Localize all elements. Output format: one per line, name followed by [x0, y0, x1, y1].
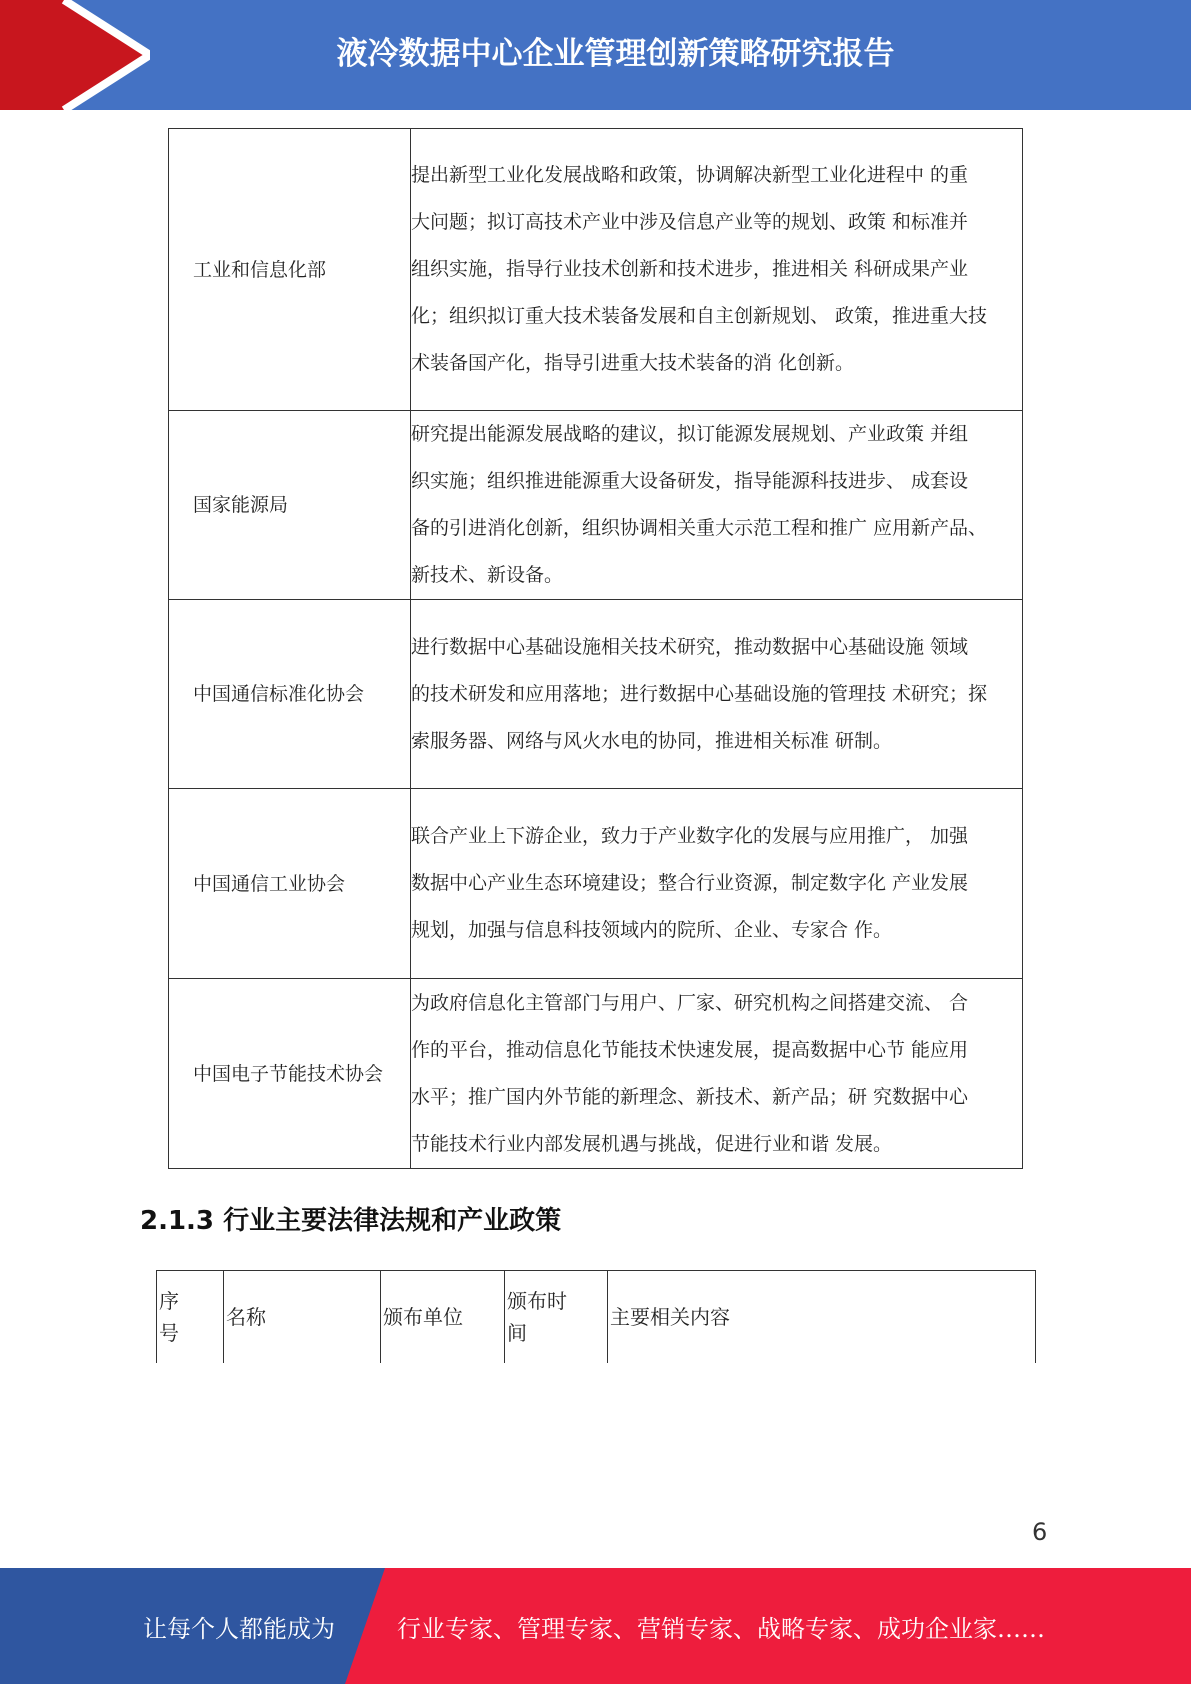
report-title: 液冷数据中心企业管理创新策略研究报告: [336, 35, 895, 72]
footer-slogan-left: 让每个人都能成为: [143, 1614, 335, 1643]
table-row: [169, 789, 1023, 979]
table-row: [169, 129, 1023, 411]
description-line: 进行数据中心基础设施相关技术研究，推动数据中心基础设施 领域: [411, 635, 969, 658]
description-line: 节能技术行业内部发展机遇与挑战，促进行业和谐 发展。: [411, 1132, 893, 1155]
laws-policies-table: [156, 1270, 1036, 1363]
description-line: 联合产业上下游企业，致力于产业数字化的发展与应用推广， 加强: [411, 825, 969, 847]
description-line: 作的平台，推动信息化节能技术快速发展，提高数据中心节 能应用: [411, 1038, 969, 1061]
description-line: 织实施；组织推进能源重大设备研发，指导能源科技进步、 成套设: [411, 470, 969, 492]
description-line: 规划，加强与信息科技领域内的院所、企业、专家合 作。: [411, 919, 893, 941]
org-name-cell: 中国通信工业协会: [169, 789, 411, 979]
header-cell-index: 序号: [157, 1271, 224, 1364]
description-line: 研究提出能源发展战略的建议，拟订能源发展规划、产业政策 并组: [411, 423, 969, 445]
red-chevron-decoration: [0, 0, 150, 110]
org-description-cell: [411, 789, 1023, 979]
page-footer-banner: [0, 1568, 1191, 1684]
org-description-cell: [411, 979, 1023, 1169]
description-line: 水平；推广国内外节能的新理念、新技术、新产品；研 究数据中心: [411, 1085, 969, 1108]
description-line: 化；组织拟订重大技术装备发展和自主创新规划、 政策，推进重大技: [411, 305, 988, 327]
header-cell-content: 主要相关内容: [608, 1271, 1036, 1364]
header-cell-name: 名称: [224, 1271, 381, 1364]
description-line: 提出新型工业化发展战略和政策，协调解决新型工业化进程中 的重: [411, 164, 969, 186]
org-name-cell: 中国通信标准化协会: [169, 600, 411, 789]
description-line: 大问题；拟订高技术产业中涉及信息产业等的规划、政策 和标准并: [411, 211, 969, 233]
section-heading: 2.1.3 行业主要法律法规和产业政策: [140, 1206, 562, 1236]
org-name-cell: 中国电子节能技术协会: [169, 979, 411, 1169]
description-line: 组织实施，指导行业技术创新和技术进步，推进相关 科研成果产业: [411, 258, 969, 280]
page-header-banner: [0, 0, 1191, 110]
description-line: 新技术、新设备。: [411, 564, 564, 586]
table-header-row: [157, 1271, 1036, 1364]
table-row: [169, 411, 1023, 600]
description-line: 数据中心产业生态环境建设；整合行业资源，制定数字化 产业发展: [411, 872, 969, 894]
table-row: [169, 979, 1023, 1169]
description-line: 的技术研发和应用落地；进行数据中心基础设施的管理技 术研究；探: [411, 682, 988, 705]
description-line: 为政府信息化主管部门与用户、厂家、研究机构之间搭建交流、 合: [411, 991, 969, 1014]
header-cell-date: 颁布时间: [505, 1271, 608, 1364]
description-line: 术装备国产化，指导引进重大技术装备的消 化创新。: [411, 352, 855, 374]
page-number: 6: [1032, 1518, 1048, 1546]
org-description-cell: [411, 600, 1023, 789]
org-description-cell: [411, 129, 1023, 411]
description-line: 索服务器、网络与风火水电的协同，推进相关标准 研制。: [411, 729, 893, 752]
description-line: 备的引进消化创新，组织协调相关重大示范工程和推广 应用新产品、: [411, 517, 988, 539]
header-cell-issuer: 颁布单位: [381, 1271, 505, 1364]
table-row: [169, 600, 1023, 789]
org-name-cell: 工业和信息化部: [169, 129, 411, 411]
regulatory-bodies-table: [168, 128, 1023, 1169]
footer-slogan-right: 行业专家、管理专家、营销专家、战略专家、成功企业家……: [397, 1614, 1045, 1643]
org-description-cell: [411, 411, 1023, 600]
org-name-cell: 国家能源局: [169, 411, 411, 600]
